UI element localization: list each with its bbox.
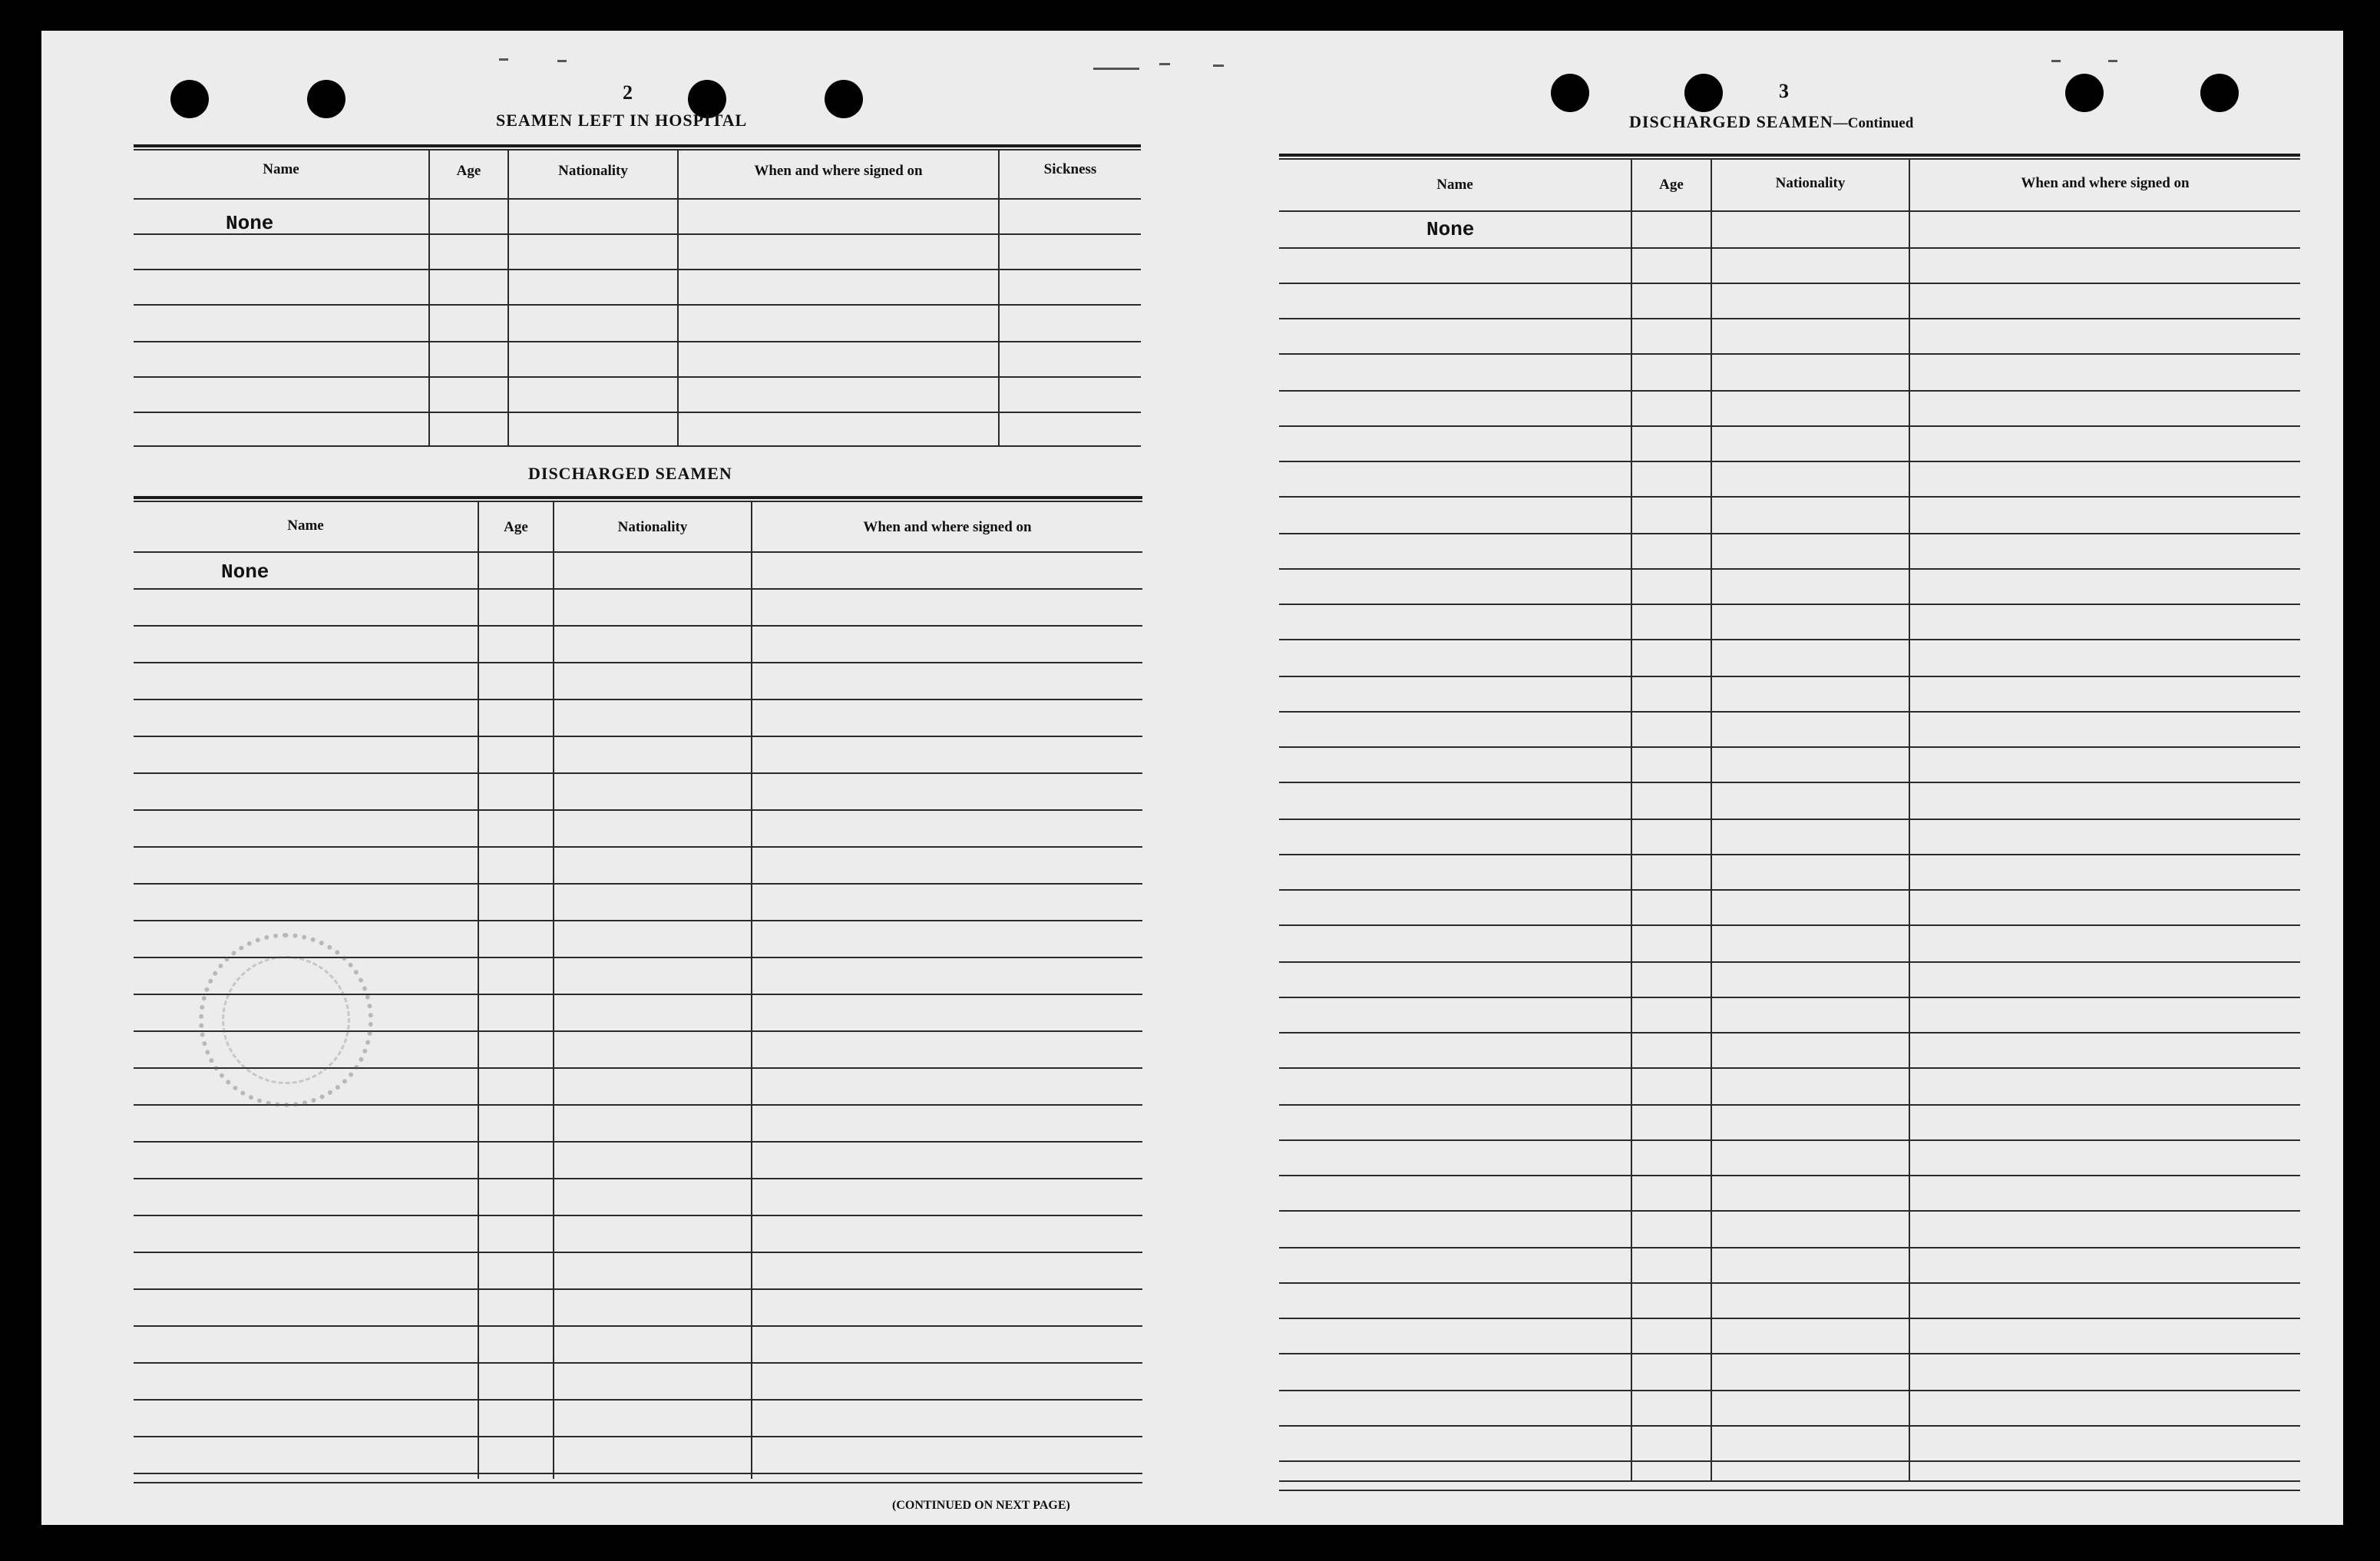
page-number: 3 [1779,80,1789,102]
col-name: Name [1436,177,1473,193]
col-nationality: Nationality [558,163,628,179]
col-name: Name [263,161,299,177]
scan-speck [1213,64,1224,67]
punch-hole [825,80,863,118]
punch-hole [2065,74,2104,112]
col-nationality: Nationality [1775,175,1846,191]
punch-hole [2200,74,2239,112]
scan-speck [499,58,508,61]
discharged-continued-table [1279,154,2300,1496]
col-name: Name [287,518,324,534]
discharged-row-name: None [221,561,269,584]
page-number: 2 [623,81,633,104]
hospital-row-name: None [226,212,274,235]
section-title-suffix: —Continued [1833,115,1914,131]
punch-hole [170,80,209,118]
punch-hole [1551,74,1589,112]
hospital-table [134,144,1141,447]
scan-speck [2108,60,2117,62]
discharged-continued-row-name: None [1426,218,1475,241]
discharged-section-title: DISCHARGED SEAMEN [528,464,732,483]
document-sheet [41,31,2343,1525]
col-age: Age [456,163,481,179]
col-age: Age [1659,177,1684,193]
discharged-continued-title [1629,112,1913,132]
col-nationality: Nationality [617,519,688,535]
col-age: Age [504,519,528,535]
col-when-where: When and where signed on [863,519,1032,535]
col-when-where: When and where signed on [2021,175,2190,191]
scan-speck [2051,60,2061,62]
col-sickness: Sickness [1043,161,1097,177]
scan-speck [1159,63,1170,65]
section-title-text: DISCHARGED SEAMEN [1629,112,1833,131]
scan-speck [557,60,567,62]
punch-hole [307,80,345,118]
continued-note: (CONTINUED ON NEXT PAGE) [892,1499,1070,1512]
hospital-section-title: SEAMEN LEFT IN HOSPITAL [496,111,748,130]
scan-speck [1093,68,1139,70]
punch-hole [1684,74,1723,112]
col-when-where: When and where signed on [754,163,923,179]
faded-stamp [199,933,373,1107]
